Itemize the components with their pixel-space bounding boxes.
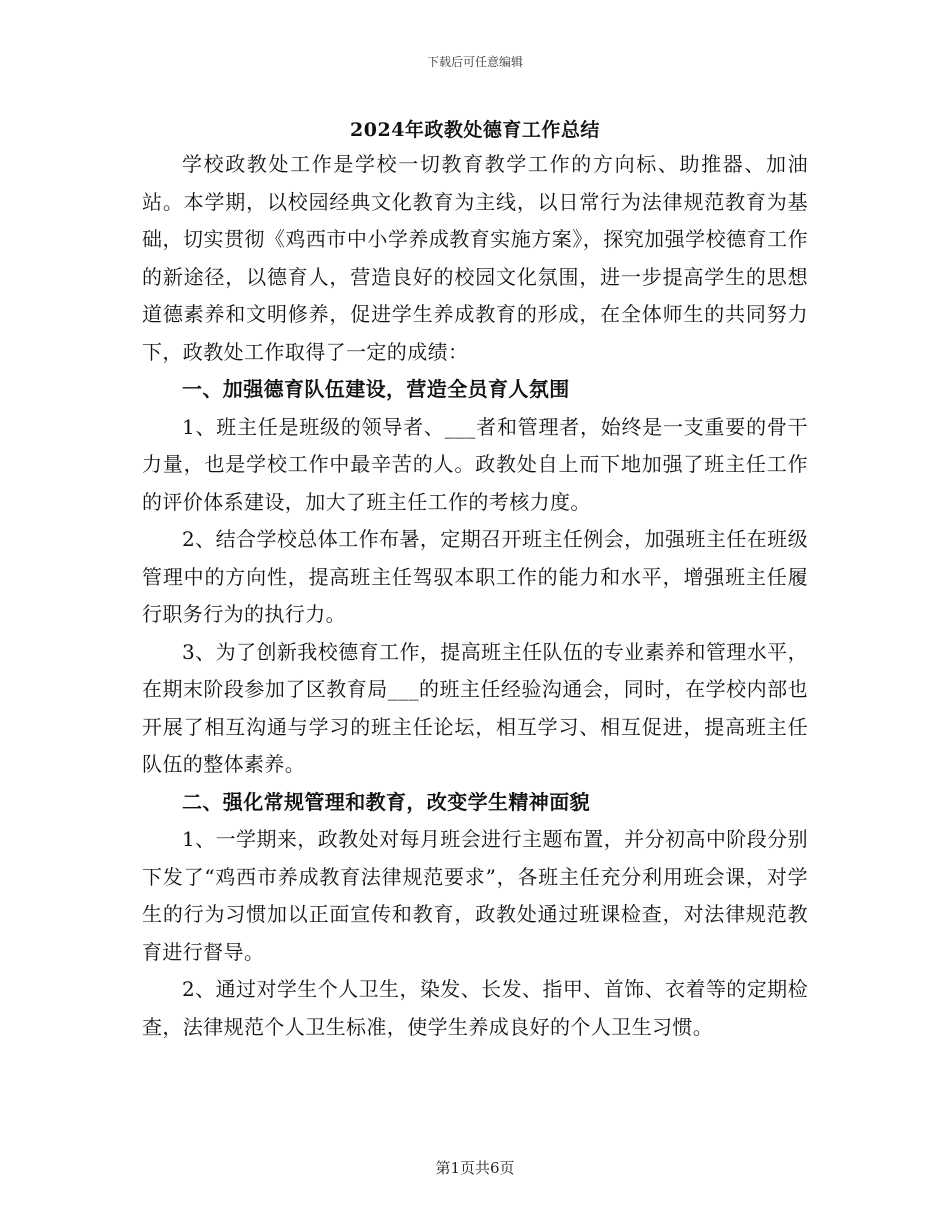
section-heading-2: 二、强化常规管理和教育，改变学生精神面貌 — [182, 789, 590, 814]
section-2-paragraph-2: 2、通过对学生个人卫生，染发、长发、指甲、首饰、衣着等的定期检查，法律规范个人卫生标准，使学生养成良好的个人卫生习惯。 — [142, 977, 808, 1039]
section-1-paragraph-2: 2、结合学校总体工作布暑，定期召开班主任例会，加强班主任在班级管理中的方向性，提高班主任驾驭本职工作的能力和水平，增强班主任履行职务行为的执行力。 — [142, 527, 808, 626]
document-body — [142, 146, 808, 1046]
header-note: 下载后可任意编辑 — [426, 55, 523, 69]
section-1-paragraph-1: 1、班主任是班级的领导者、___者和管理者，始终是一支重要的骨干力量，也是学校工作中最辛苦的人。政教处自上而下地加强了班主任工作的评价体系建设，加大了班主任工作的考核力度。 — [142, 414, 808, 514]
section-2-paragraph-1: 1、一学期来，政教处对每月班会进行主题布置，并分初高中阶段分别下发了“鸡西市养成教育法律规范要求”，各班主任充分利用班会课，对学生的行为习惯加以正面宣传和教育，政教处通过班课检查，对法律规范教育进行督导。 — [142, 827, 808, 964]
section-heading-1: 一、加强德育队伍建设，营造全员育人氛围 — [182, 377, 570, 401]
intro-paragraph: 学校政教处工作是学校一切教育教学工作的方向标、助推器、加油站。本学期，以校园经典文化教育为主线，以日常行为法律规范教育为基础，切实贯彻《鸡西市中小学养成教育实施方案》，探究加强学校德育工作的新途径，以德育人，营造良好的校园文化氛围，进一步提高学生的思想道德素养和文明修养，促进学生养成教育的形成，在全体师生的共同努力下，政教处工作取得了一定的成绩： — [142, 152, 808, 364]
page-footer: 第1页共6页 — [435, 1159, 515, 1177]
section-1-paragraph-3: 3、为了创新我校德育工作，提高班主任队伍的专业素养和管理水平，在期末阶段参加了区教育局___的班主任经验沟通会，同时，在学校内部也开展了相互沟通与学习的班主任论坛，相互学习、相互促进，提高班主任队伍的整体素养。 — [142, 639, 808, 776]
document-title: 2024年政教处德育工作总结 — [350, 119, 600, 141]
